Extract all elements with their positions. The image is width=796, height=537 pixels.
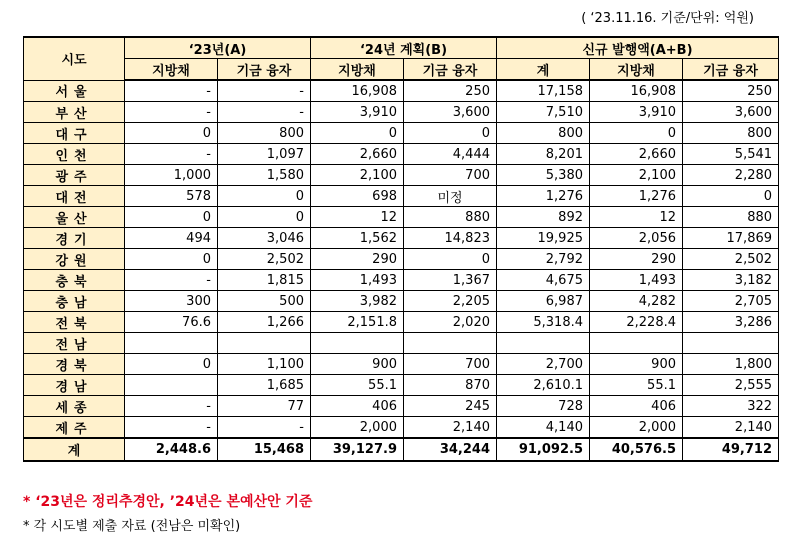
region-cell: 경북 [24, 354, 125, 375]
table-row [24, 165, 779, 186]
header-t-bond: 지방채 [590, 59, 683, 81]
header-b-fund: 기금 융자 [404, 59, 497, 81]
region-cell: 제주 [24, 417, 125, 439]
cell-b-bond: 698 [311, 186, 404, 207]
region-cell: 대구 [24, 123, 125, 144]
cell-t-fund: 2,140 [683, 417, 779, 439]
cell-b-fund: 700 [404, 354, 497, 375]
cell-t-bond: 900 [590, 354, 683, 375]
cell-a-fund: - [218, 102, 311, 123]
header-group-23: ‘23년(A) [125, 37, 311, 59]
region-cell: 대전 [24, 186, 125, 207]
cell-t-total: 892 [497, 207, 590, 228]
cell-b-fund [404, 333, 497, 354]
header-row-groups [24, 37, 779, 59]
cell-a-fund: - [218, 80, 311, 102]
cell-a-bond [125, 375, 218, 396]
table-row [24, 186, 779, 207]
header-t-total: 계 [497, 59, 590, 81]
bond-issuance-table [23, 36, 779, 462]
header-a-bond: 지방채 [125, 59, 218, 81]
cell-b-fund: 2,020 [404, 312, 497, 333]
table-row [24, 270, 779, 291]
table-body [24, 80, 779, 461]
cell-b-fund: 0 [404, 123, 497, 144]
header-row-sub [24, 59, 779, 81]
cell-a-fund: 800 [218, 123, 311, 144]
table-row [24, 354, 779, 375]
cell-a-fund: 1,100 [218, 354, 311, 375]
cell-a-fund: 1,580 [218, 165, 311, 186]
cell-a-bond: - [125, 270, 218, 291]
cell-t-bond: 4,282 [590, 291, 683, 312]
table-row [24, 207, 779, 228]
cell-a-fund: 1,097 [218, 144, 311, 165]
cell-t-total: 91,092.5 [497, 438, 590, 461]
cell-t-total: 4,140 [497, 417, 590, 439]
cell-a-fund [218, 333, 311, 354]
region-cell: 부산 [24, 102, 125, 123]
cell-t-total: 7,510 [497, 102, 590, 123]
cell-b-bond: 3,982 [311, 291, 404, 312]
unit-note: ( ‘23.11.16. 기준/단위: 억원) [581, 11, 754, 26]
cell-b-bond: 1,562 [311, 228, 404, 249]
cell-t-total: 5,380 [497, 165, 590, 186]
region-cell: 광주 [24, 165, 125, 186]
cell-t-total [497, 333, 590, 354]
cell-b-bond: 2,100 [311, 165, 404, 186]
cell-a-fund: 1,685 [218, 375, 311, 396]
cell-t-bond: 2,660 [590, 144, 683, 165]
cell-a-bond [125, 333, 218, 354]
cell-t-total: 2,700 [497, 354, 590, 375]
cell-b-bond: 2,660 [311, 144, 404, 165]
cell-a-fund: 500 [218, 291, 311, 312]
cell-a-bond: 578 [125, 186, 218, 207]
cell-a-bond: 1,000 [125, 165, 218, 186]
region-cell: 충남 [24, 291, 125, 312]
cell-a-bond: 0 [125, 354, 218, 375]
cell-t-bond: 290 [590, 249, 683, 270]
cell-b-fund: 4,444 [404, 144, 497, 165]
table-row [24, 375, 779, 396]
cell-t-fund: 880 [683, 207, 779, 228]
cell-b-fund: 245 [404, 396, 497, 417]
cell-b-bond: 290 [311, 249, 404, 270]
cell-a-bond: 0 [125, 123, 218, 144]
cell-b-fund: 880 [404, 207, 497, 228]
cell-t-total: 2,792 [497, 249, 590, 270]
cell-t-bond: 0 [590, 123, 683, 144]
cell-t-fund: 800 [683, 123, 779, 144]
cell-t-fund: 49,712 [683, 438, 779, 461]
cell-t-fund: 2,555 [683, 375, 779, 396]
cell-t-bond [590, 333, 683, 354]
region-cell: 강원 [24, 249, 125, 270]
cell-b-fund: 34,244 [404, 438, 497, 461]
region-cell: 전북 [24, 312, 125, 333]
cell-b-fund: 700 [404, 165, 497, 186]
cell-t-total: 17,158 [497, 80, 590, 102]
cell-a-bond: 300 [125, 291, 218, 312]
region-cell: 서울 [24, 80, 125, 102]
cell-b-bond: 39,127.9 [311, 438, 404, 461]
header-group-new: 신규 발행액(A+B) [497, 37, 779, 59]
table-row [24, 312, 779, 333]
cell-b-bond [311, 333, 404, 354]
cell-b-fund: 1,367 [404, 270, 497, 291]
note-basis: * ‘23년은 정리추경안, ’24년은 본예산안 기준 [23, 494, 313, 510]
total-row [24, 438, 779, 461]
cell-t-total: 4,675 [497, 270, 590, 291]
cell-t-fund: 322 [683, 396, 779, 417]
table-row [24, 102, 779, 123]
cell-a-bond: - [125, 144, 218, 165]
cell-t-total: 8,201 [497, 144, 590, 165]
header-b-bond: 지방채 [311, 59, 404, 81]
cell-b-fund: 250 [404, 80, 497, 102]
cell-t-fund: 250 [683, 80, 779, 102]
table-row [24, 417, 779, 439]
table-row [24, 249, 779, 270]
cell-b-bond: 3,910 [311, 102, 404, 123]
cell-b-fund: 2,140 [404, 417, 497, 439]
cell-t-fund: 3,600 [683, 102, 779, 123]
cell-a-bond: 76.6 [125, 312, 218, 333]
cell-a-bond: 2,448.6 [125, 438, 218, 461]
cell-t-fund: 2,280 [683, 165, 779, 186]
cell-b-bond: 1,493 [311, 270, 404, 291]
cell-a-fund: 0 [218, 186, 311, 207]
cell-a-fund: 3,046 [218, 228, 311, 249]
cell-t-total: 6,987 [497, 291, 590, 312]
cell-t-fund: 2,502 [683, 249, 779, 270]
cell-b-fund: 14,823 [404, 228, 497, 249]
cell-t-fund: 17,869 [683, 228, 779, 249]
table-row [24, 80, 779, 102]
cell-t-bond: 3,910 [590, 102, 683, 123]
cell-b-bond: 900 [311, 354, 404, 375]
cell-t-fund: 2,705 [683, 291, 779, 312]
cell-b-bond: 0 [311, 123, 404, 144]
note-source: * 각 시도별 제출 자료 (전남은 미확인) [23, 519, 241, 534]
cell-t-fund: 3,286 [683, 312, 779, 333]
cell-t-fund [683, 333, 779, 354]
cell-t-total: 19,925 [497, 228, 590, 249]
cell-t-total: 728 [497, 396, 590, 417]
cell-t-bond: 55.1 [590, 375, 683, 396]
cell-t-bond: 2,228.4 [590, 312, 683, 333]
cell-b-bond: 2,000 [311, 417, 404, 439]
cell-a-bond: - [125, 396, 218, 417]
region-cell: 인천 [24, 144, 125, 165]
cell-a-bond: 494 [125, 228, 218, 249]
cell-t-fund: 3,182 [683, 270, 779, 291]
cell-a-fund: 0 [218, 207, 311, 228]
cell-a-bond: 0 [125, 207, 218, 228]
header-a-fund: 기금 융자 [218, 59, 311, 81]
cell-t-bond: 2,000 [590, 417, 683, 439]
cell-t-bond: 1,493 [590, 270, 683, 291]
cell-a-fund: 77 [218, 396, 311, 417]
cell-b-fund: 0 [404, 249, 497, 270]
cell-t-bond: 2,056 [590, 228, 683, 249]
cell-b-bond: 16,908 [311, 80, 404, 102]
cell-t-total: 5,318.4 [497, 312, 590, 333]
cell-t-bond: 406 [590, 396, 683, 417]
region-cell: 경기 [24, 228, 125, 249]
table-row [24, 333, 779, 354]
cell-b-bond: 406 [311, 396, 404, 417]
cell-b-fund: 미정 [404, 186, 497, 207]
cell-a-fund: - [218, 417, 311, 439]
region-cell: 세종 [24, 396, 125, 417]
header-region: 시도 [24, 37, 125, 80]
cell-b-fund: 870 [404, 375, 497, 396]
table-row [24, 396, 779, 417]
cell-t-total: 1,276 [497, 186, 590, 207]
cell-b-bond: 12 [311, 207, 404, 228]
cell-b-fund: 3,600 [404, 102, 497, 123]
cell-t-bond: 16,908 [590, 80, 683, 102]
table-row [24, 228, 779, 249]
cell-a-bond: - [125, 80, 218, 102]
cell-b-bond: 55.1 [311, 375, 404, 396]
cell-t-bond: 12 [590, 207, 683, 228]
cell-t-bond: 40,576.5 [590, 438, 683, 461]
region-cell: 충북 [24, 270, 125, 291]
cell-t-bond: 2,100 [590, 165, 683, 186]
region-cell: 경남 [24, 375, 125, 396]
cell-a-fund: 1,266 [218, 312, 311, 333]
table-row [24, 123, 779, 144]
cell-a-fund: 2,502 [218, 249, 311, 270]
header-t-fund: 기금 융자 [683, 59, 779, 81]
cell-t-total: 2,610.1 [497, 375, 590, 396]
cell-a-fund: 15,468 [218, 438, 311, 461]
cell-t-fund: 5,541 [683, 144, 779, 165]
cell-t-total: 800 [497, 123, 590, 144]
cell-t-fund: 1,800 [683, 354, 779, 375]
table-row [24, 291, 779, 312]
cell-b-fund: 2,205 [404, 291, 497, 312]
cell-a-bond: - [125, 417, 218, 439]
cell-a-bond: 0 [125, 249, 218, 270]
region-cell: 계 [24, 438, 125, 461]
cell-a-fund: 1,815 [218, 270, 311, 291]
region-cell: 울산 [24, 207, 125, 228]
cell-b-bond: 2,151.8 [311, 312, 404, 333]
cell-t-bond: 1,276 [590, 186, 683, 207]
cell-a-bond: - [125, 102, 218, 123]
table-row [24, 144, 779, 165]
region-cell: 전남 [24, 333, 125, 354]
header-group-24: ‘24년 계획(B) [311, 37, 497, 59]
cell-t-fund: 0 [683, 186, 779, 207]
